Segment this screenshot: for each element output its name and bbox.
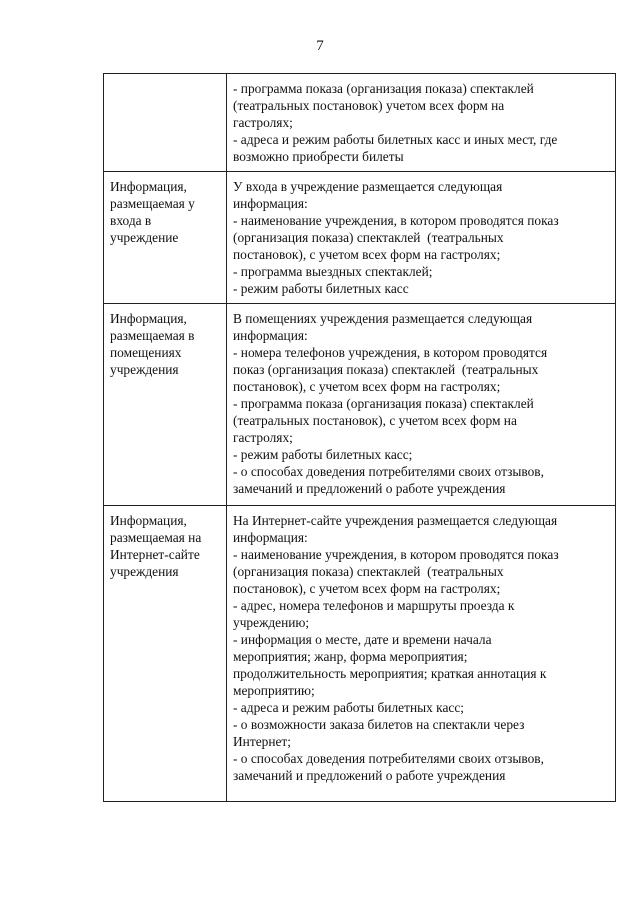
content-line: постановок), с учетом всех форм на гастролях; xyxy=(233,581,501,596)
label-line: Информация, xyxy=(110,179,187,194)
content-line: - о способах доведения потребителями своих отзывов, xyxy=(233,751,544,766)
row-label-cell xyxy=(104,506,227,802)
content-line: постановок), с учетом всех форм на гастролях; xyxy=(233,379,501,394)
table-row xyxy=(104,506,616,802)
content-line: (организация показа) спектаклей (театральных xyxy=(233,564,504,579)
content-line: - номера телефонов учреждения, в котором проводятся xyxy=(233,345,548,360)
content-line: гастролях; xyxy=(233,115,293,130)
content-line: постановок), с учетом всех форм на гастролях; xyxy=(233,247,501,262)
content-line: показ (организация показа) спектаклей (театральных xyxy=(233,362,539,377)
content-line: гастролях; xyxy=(233,430,293,445)
content-line: мероприятия; жанр, форма мероприятия; xyxy=(233,649,468,664)
row-content-cell xyxy=(227,74,616,172)
content-line: - о возможности заказа билетов на спектакли через xyxy=(233,717,525,732)
row-label-cell xyxy=(104,74,227,172)
row-content-cell xyxy=(227,304,616,506)
content-line: информация: xyxy=(233,328,308,343)
content-line: - адреса и режим работы билетных касс; xyxy=(233,700,465,715)
content-line: - адрес, номера телефонов и маршруты проезда к xyxy=(233,598,515,613)
content-line: информация: xyxy=(233,196,308,211)
label-line: учреждения xyxy=(110,362,179,377)
label-line: Информация, xyxy=(110,513,187,528)
label-line: размещаемая у xyxy=(110,196,195,211)
content-line: - информация о месте, дате и времени начала xyxy=(233,632,492,647)
content-line: Интернет; xyxy=(233,734,292,749)
label-line: входа в xyxy=(110,213,152,228)
label-line: учреждение xyxy=(110,230,179,245)
label-line: размещаемая в xyxy=(110,328,195,343)
content-line: (театральных постановок), с учетом всех форм на xyxy=(233,413,517,428)
content-line: замечаний и предложений о работе учреждения xyxy=(233,768,506,783)
label-line: помещениях xyxy=(110,345,182,360)
table-row xyxy=(104,172,616,304)
content-line: - режим работы билетных касс; xyxy=(233,447,413,462)
row-content-cell xyxy=(227,506,616,802)
content-line: продолжительность мероприятия; краткая аннотация к xyxy=(233,666,547,681)
content-line: - программа показа (организация показа) спектаклей xyxy=(233,396,534,411)
content-line: - о способах доведения потребителями своих отзывов, xyxy=(233,464,544,479)
row-label-cell xyxy=(104,304,227,506)
content-line: - программа показа (организация показа) спектаклей xyxy=(233,81,534,96)
label-line: учреждения xyxy=(110,564,179,579)
content-line: - адреса и режим работы билетных касс и иных мест, где xyxy=(233,132,558,147)
row-content-cell xyxy=(227,172,616,304)
information-table xyxy=(103,73,616,802)
table-row xyxy=(104,74,616,172)
content-line: У входа в учреждение размещается следующая xyxy=(233,179,503,194)
content-line: возможно приобрести билеты xyxy=(233,149,404,164)
label-line: Информация, xyxy=(110,311,187,326)
content-line: - программа выездных спектаклей; xyxy=(233,264,433,279)
content-line: замечаний и предложений о работе учреждения xyxy=(233,481,506,496)
label-line: размещаемая на xyxy=(110,530,202,545)
table-row xyxy=(104,304,616,506)
content-line: - наименование учреждения, в котором проводятся показ xyxy=(233,547,559,562)
content-line: - наименование учреждения, в котором проводятся показ xyxy=(233,213,559,228)
content-line: (театральных постановок) учетом всех форм на xyxy=(233,98,505,113)
content-line: мероприятию; xyxy=(233,683,315,698)
content-line: (организация показа) спектаклей (театральных xyxy=(233,230,504,245)
label-line: Интернет-сайте xyxy=(110,547,200,562)
content-line: учреждению; xyxy=(233,615,310,630)
row-label-cell xyxy=(104,172,227,304)
content-line: - режим работы билетных касс xyxy=(233,281,409,296)
content-line: На Интернет-сайте учреждения размещается следующая xyxy=(233,513,558,528)
content-line: информация: xyxy=(233,530,308,545)
page-number: 7 xyxy=(316,38,324,54)
content-line: В помещениях учреждения размещается следующая xyxy=(233,311,533,326)
